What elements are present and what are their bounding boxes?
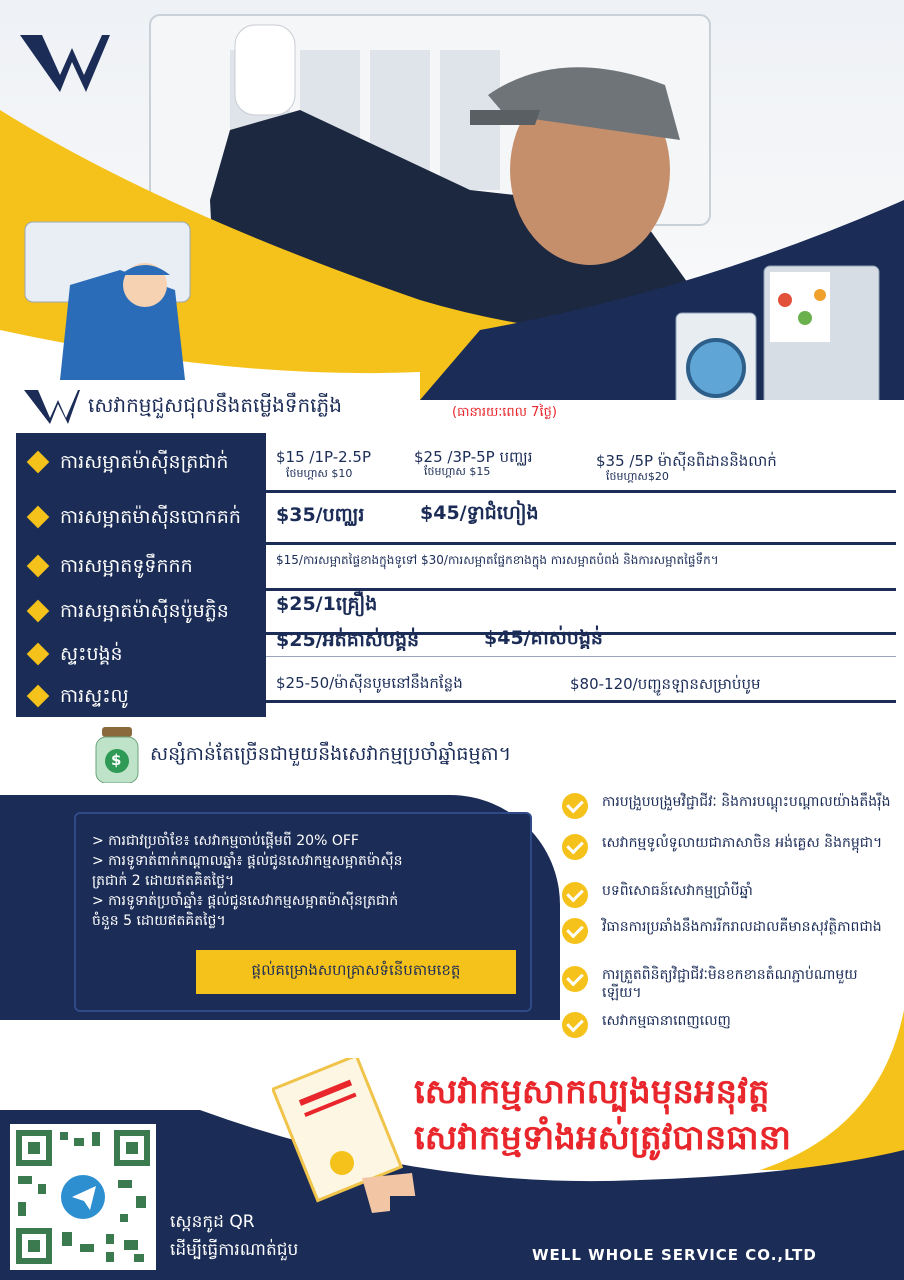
money-jar-icon <box>94 727 140 783</box>
diamond-icon <box>27 643 50 666</box>
dollar-symbol: $ <box>111 751 122 769</box>
promise-guaranteed: សេវាកម្មទាំងអស់ត្រូវបានធានា <box>414 1118 792 1158</box>
price-drain-truck: $80-120/បញ្ជូនឡានសម្រាប់បូម <box>570 675 761 693</box>
price-pump: $25/1គ្រឿង <box>276 593 378 615</box>
diamond-icon <box>27 506 50 529</box>
check-icon <box>562 918 588 944</box>
service-row-label: ស្ទះបង្គន់ <box>16 633 266 675</box>
promise-trial: សេវាកម្មសាកល្បងមុនអនុវត្ត <box>414 1072 770 1112</box>
qr-appointment-label: ដើម្បីធ្វើការណាត់ជួប <box>170 1240 299 1260</box>
guarantee-note: (ធានារយៈពេល 7ថ្ងៃ) <box>452 405 557 420</box>
price-washer-vertical: $35/បញ្ឈរ <box>276 504 365 526</box>
gas-price-note: ថែមហ្គាស $10 <box>286 467 353 480</box>
diamond-icon <box>27 600 50 623</box>
row-divider <box>266 542 896 545</box>
price-toilet-no-removal: $25/អត់គាស់បង្គន់ <box>276 629 420 651</box>
row-divider <box>266 656 896 657</box>
price-drain-onsite: $25-50/ម៉ាស៊ីនបូមនៅនឹងកន្លែង <box>276 674 463 692</box>
certificate-icon <box>272 1058 422 1218</box>
check-icon <box>562 882 588 908</box>
promo-line: > ការទូទាត់ពាក់កណ្តាលឆ្នាំ៖ ផ្តល់ជូនសេវាកម្មសម្អាតម៉ាស៊ីន <box>92 853 403 869</box>
diamond-icon <box>27 685 50 708</box>
price-ac-vertical: $25 /3P-5P បញ្ឈរ <box>414 448 533 466</box>
benefit-item: សេវាកម្មទូលំទូលាយជាភាសាចិន អង់គ្លេស និងកម្ពុជា។ <box>562 834 892 860</box>
check-icon <box>562 793 588 819</box>
gas-price-note: ថែមហ្គាស$20 <box>606 470 669 483</box>
diamond-icon <box>27 555 50 578</box>
qr-code[interactable] <box>10 1124 156 1270</box>
service-row-label: ការសម្អាតម៉ាស៊ីនបោកគក់ <box>16 491 266 543</box>
savings-heading: សន្សំកាន់តែច្រើនជាមួយនឹងសេវាកម្មប្រចាំឆ្នាំធម្មតា។ <box>150 743 512 765</box>
service-row-label: ការសម្អាតម៉ាស៊ីនប៉ូមភ្លិន <box>16 589 266 633</box>
price-ac-small: $15 /1P-2.5P <box>276 448 372 466</box>
row-divider <box>266 700 896 703</box>
service-label-column <box>16 433 266 717</box>
benefit-item: វិធានការប្រឆាំងនឹងការរីករាលដាលគឺមានសុវត្ថិភាពជាង <box>562 918 892 944</box>
benefit-item: ការត្រួតពិនិត្យវិជ្ជាជីវៈមិនខកខានតំណភ្ជាប់ណាមួយឡើយ។ <box>562 966 892 1002</box>
row-divider <box>266 588 896 591</box>
price-fridge: $15/ការសម្អាតផ្ទៃខាងក្នុងទូទៅ $30/ការសម្អាតផ្នែកខាងក្នុង ការសម្អាតបំពង់ និងការសម្អាតផ្ទៃទឹក។ <box>276 553 719 567</box>
enterprise-plan-button[interactable]: ផ្តល់គម្រោងសហគ្រាសទំនើបតាមខេត្ត <box>196 950 516 994</box>
promo-line: > ការទូទាត់ប្រចាំឆ្នាំ៖ ផ្តល់ជូនសេវាកម្មសម្អាតម៉ាស៊ីនត្រជាក់ <box>92 893 399 909</box>
service-row-label: ការស្ទះលូ <box>16 675 266 717</box>
price-ac-ceiling: $35 /5P ម៉ាស៊ីនពិដាននិងលាក់ <box>596 452 777 470</box>
brand-logo <box>20 30 110 96</box>
service-title: សេវាកម្មជួសជុលនឹងតម្លើងទឹកភ្លើង <box>88 393 342 417</box>
brand-logo-small <box>24 386 80 426</box>
row-divider <box>266 490 896 493</box>
check-icon <box>562 834 588 860</box>
promo-line: ចំនួន 5 ដោយឥតគិតថ្លៃ។ <box>92 913 226 929</box>
benefit-item: ការបង្រួបបង្រួមវិជ្ជាជីវៈ និងការបណ្តុះបណ្តាលយ៉ាងតឹងរ៉ឹង <box>562 793 892 819</box>
benefit-item: សេវាកម្មធានាពេញលេញ <box>562 1012 892 1038</box>
promo-line: ត្រជាក់ 2 ដោយឥតគិតថ្លៃ។ <box>92 873 235 889</box>
service-row-label: ការសម្អាតទូទឹកកក <box>16 543 266 589</box>
price-toilet-removal: $45/គាស់បង្គន់ <box>484 627 603 649</box>
promo-line: > ការជាវប្រចាំខែ៖ សេវាកម្មចាប់ផ្តើមពី 20% OFF <box>92 833 359 849</box>
benefit-item: បទពិសោធន៍សេវាកម្មប្រាំបីឆ្នាំ <box>562 882 892 908</box>
gas-price-note: ថែមហ្គាស $15 <box>424 465 491 478</box>
price-washer-front: $45/ទ្វាជំហៀង <box>420 502 539 524</box>
company-name: WELL WHOLE SERVICE CO.,LTD <box>532 1246 817 1264</box>
service-header <box>20 384 880 434</box>
qr-scan-label: ស្កេនកូដ QR <box>170 1212 255 1232</box>
hero-photo <box>0 0 904 400</box>
service-row-label: ការសម្អាតម៉ាស៊ីនត្រជាក់ <box>16 433 266 491</box>
diamond-icon <box>27 451 50 474</box>
